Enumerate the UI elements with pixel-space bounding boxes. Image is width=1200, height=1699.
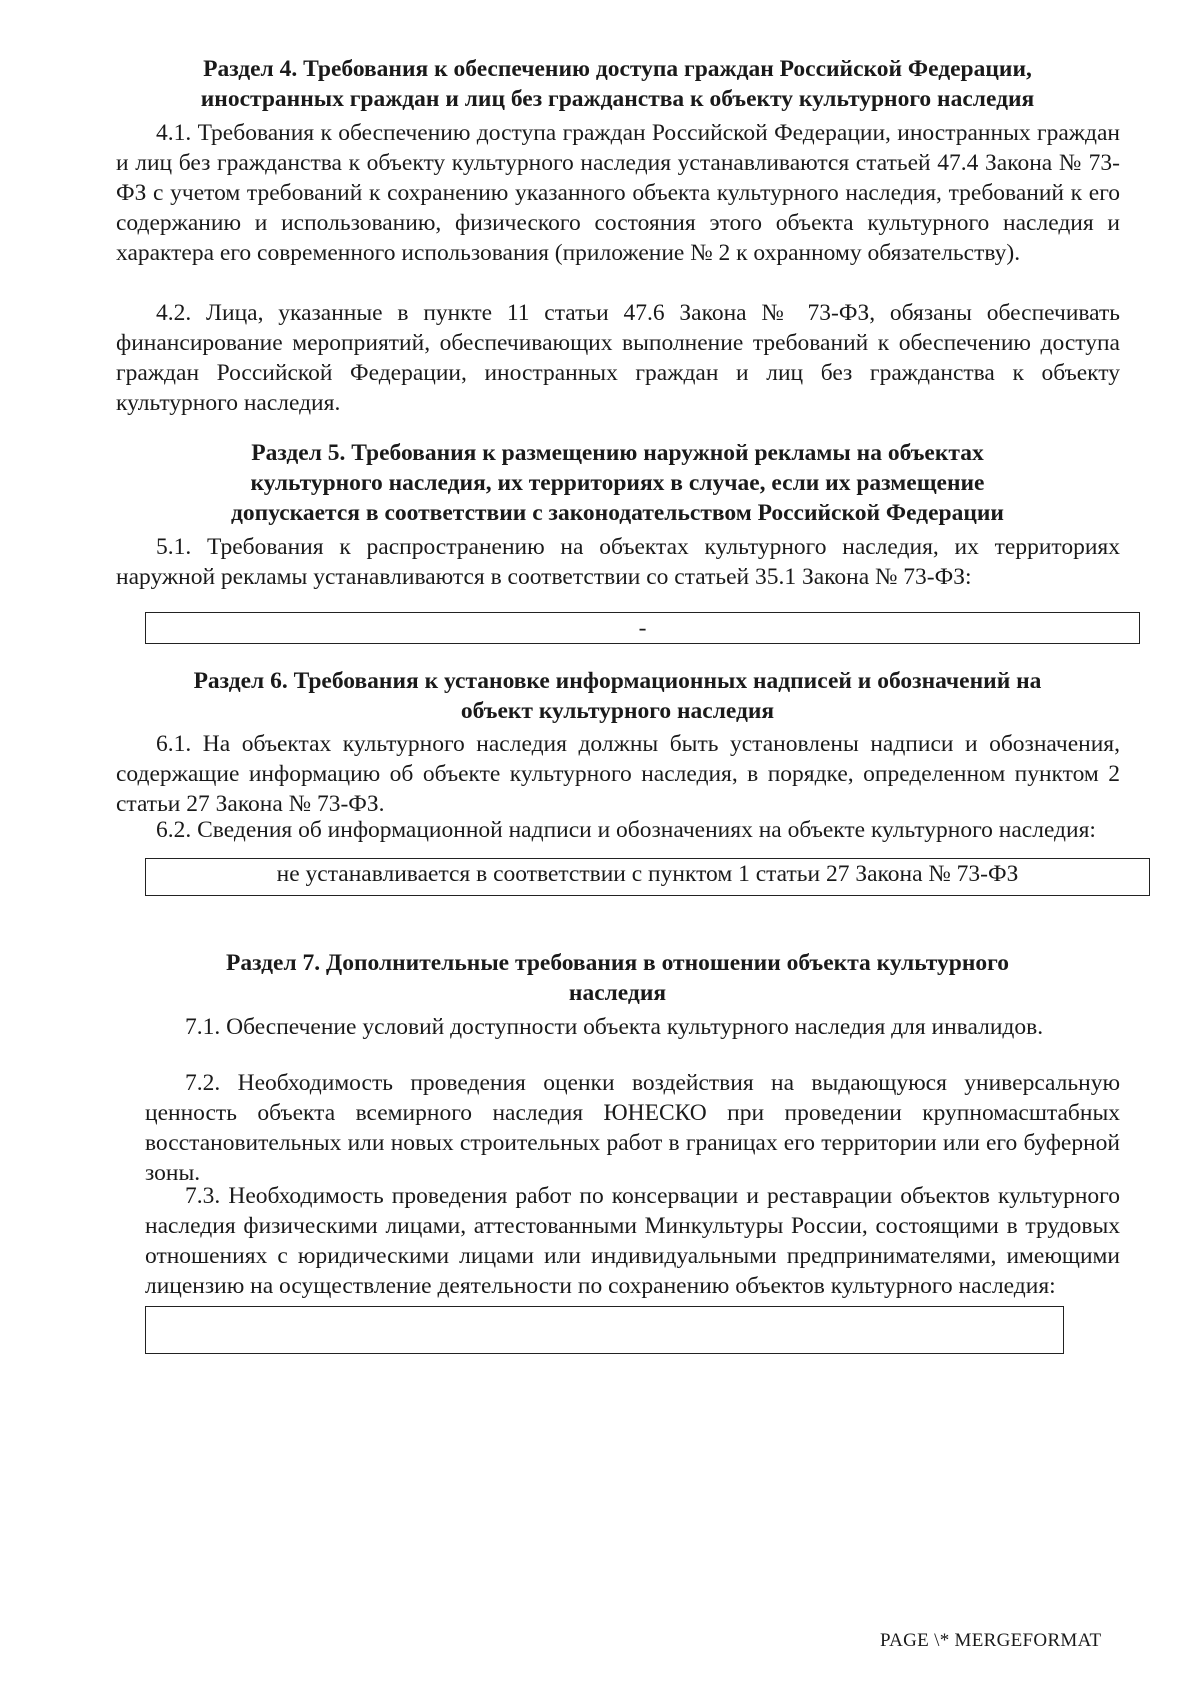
section4-heading-line2: иностранных граждан и лиц без гражданства к объекту культурного наследия: [200, 86, 1035, 112]
section6-heading-line2: объект культурного наследия: [460, 698, 775, 724]
section6-paragraph-6-2: 6.2. Сведения об информационной надписи и обозначениях на объекте культурного наследия:: [156, 817, 1096, 843]
section7-heading-line2: наследия: [568, 980, 667, 1006]
page-number-field: PAGE \* MERGEFORMAT: [880, 1630, 1102, 1651]
section7-paragraph-7-1: 7.1. Обеспечение условий доступности объекта культурного наследия для инвалидов.: [185, 1014, 1044, 1040]
section4-paragraph-4-2: 4.2. Лица, указанные в пункте 11 статьи 47.6 Закона № 73-ФЗ, обязаны обеспечивать финансирование мероприятий, обеспечивающих выполнение требований к обеспечению доступа граждан Российской Федерации, иностранных граждан и лиц без гражданства к объекту культурного наследия.: [116, 300, 1120, 416]
information-sign-field: не устанавливается в соответствии с пунктом 1 статьи 27 Закона № 73-ФЗ: [145, 858, 1150, 896]
section7-heading-line1: Раздел 7. Дополнительные требования в отношении объекта культурного: [226, 950, 1009, 976]
section5-paragraph-5-1: 5.1. Требования к распространению на объектах культурного наследия, их территориях наружной рекламы устанавливаются в соответствии со статьей 35.1 Закона № 73-ФЗ:: [116, 534, 1120, 590]
section6-paragraph-6-1: 6.1. На объектах культурного наследия должны быть установлены надписи и обозначения, содержащие информацию об объекте культурного наследия, в порядке, определенном пунктом 2 статьи 27 Закона № 73-ФЗ.: [116, 731, 1120, 817]
section5-heading-line3: допускается в соответствии с законодательством Российской Федерации: [231, 500, 1004, 526]
restoration-specialists-field: [145, 1306, 1064, 1354]
section5-heading-line1: Раздел 5. Требования к размещению наружной рекламы на объектах: [251, 440, 984, 466]
section4-heading-line1: Раздел 4. Требования к обеспечению доступа граждан Российской Федерации,: [203, 56, 1032, 82]
section6-heading-line1: Раздел 6. Требования к установке информационных надписей и обозначений на: [193, 668, 1042, 694]
section7-paragraph-7-3: 7.3. Необходимость проведения работ по консервации и реставрации объектов культурного наследия физическими лицами, аттестованными Минкультуры России, состоящими в трудовых отношениях с юридическими лицами или индивидуальными предпринимателями, имеющими лицензию на осуществление деятельности по сохранению объектов культурного наследия:: [145, 1183, 1120, 1299]
section4-heading: [120, 54, 1115, 114]
outdoor-advertising-field: -: [145, 612, 1140, 644]
section5-heading-line2: культурного наследия, их территориях в случае, если их размещение: [250, 470, 985, 496]
section7-heading: [120, 948, 1115, 1008]
section4-paragraph-4-1: 4.1. Требования к обеспечению доступа граждан Российской Федерации, иностранных граждан и лиц без гражданства к объекту культурного наследия устанавливаются статьей 47.4 Закона № 73-ФЗ с учетом требований к сохранению указанного объекта культурного наследия, требований к его содержанию и использованию, физического состояния этого объекта культурного наследия и характера его современного использования (приложение № 2 к охранному обязательству).: [116, 120, 1120, 266]
section5-heading: [120, 438, 1115, 528]
section7-paragraph-7-2: 7.2. Необходимость проведения оценки воздействия на выдающуюся универсальную ценность объекта всемирного наследия ЮНЕСКО при проведении крупномасштабных восстановительных или новых строительных работ в границах его территории или его буферной зоны.: [145, 1070, 1120, 1186]
section6-heading: [120, 666, 1115, 726]
